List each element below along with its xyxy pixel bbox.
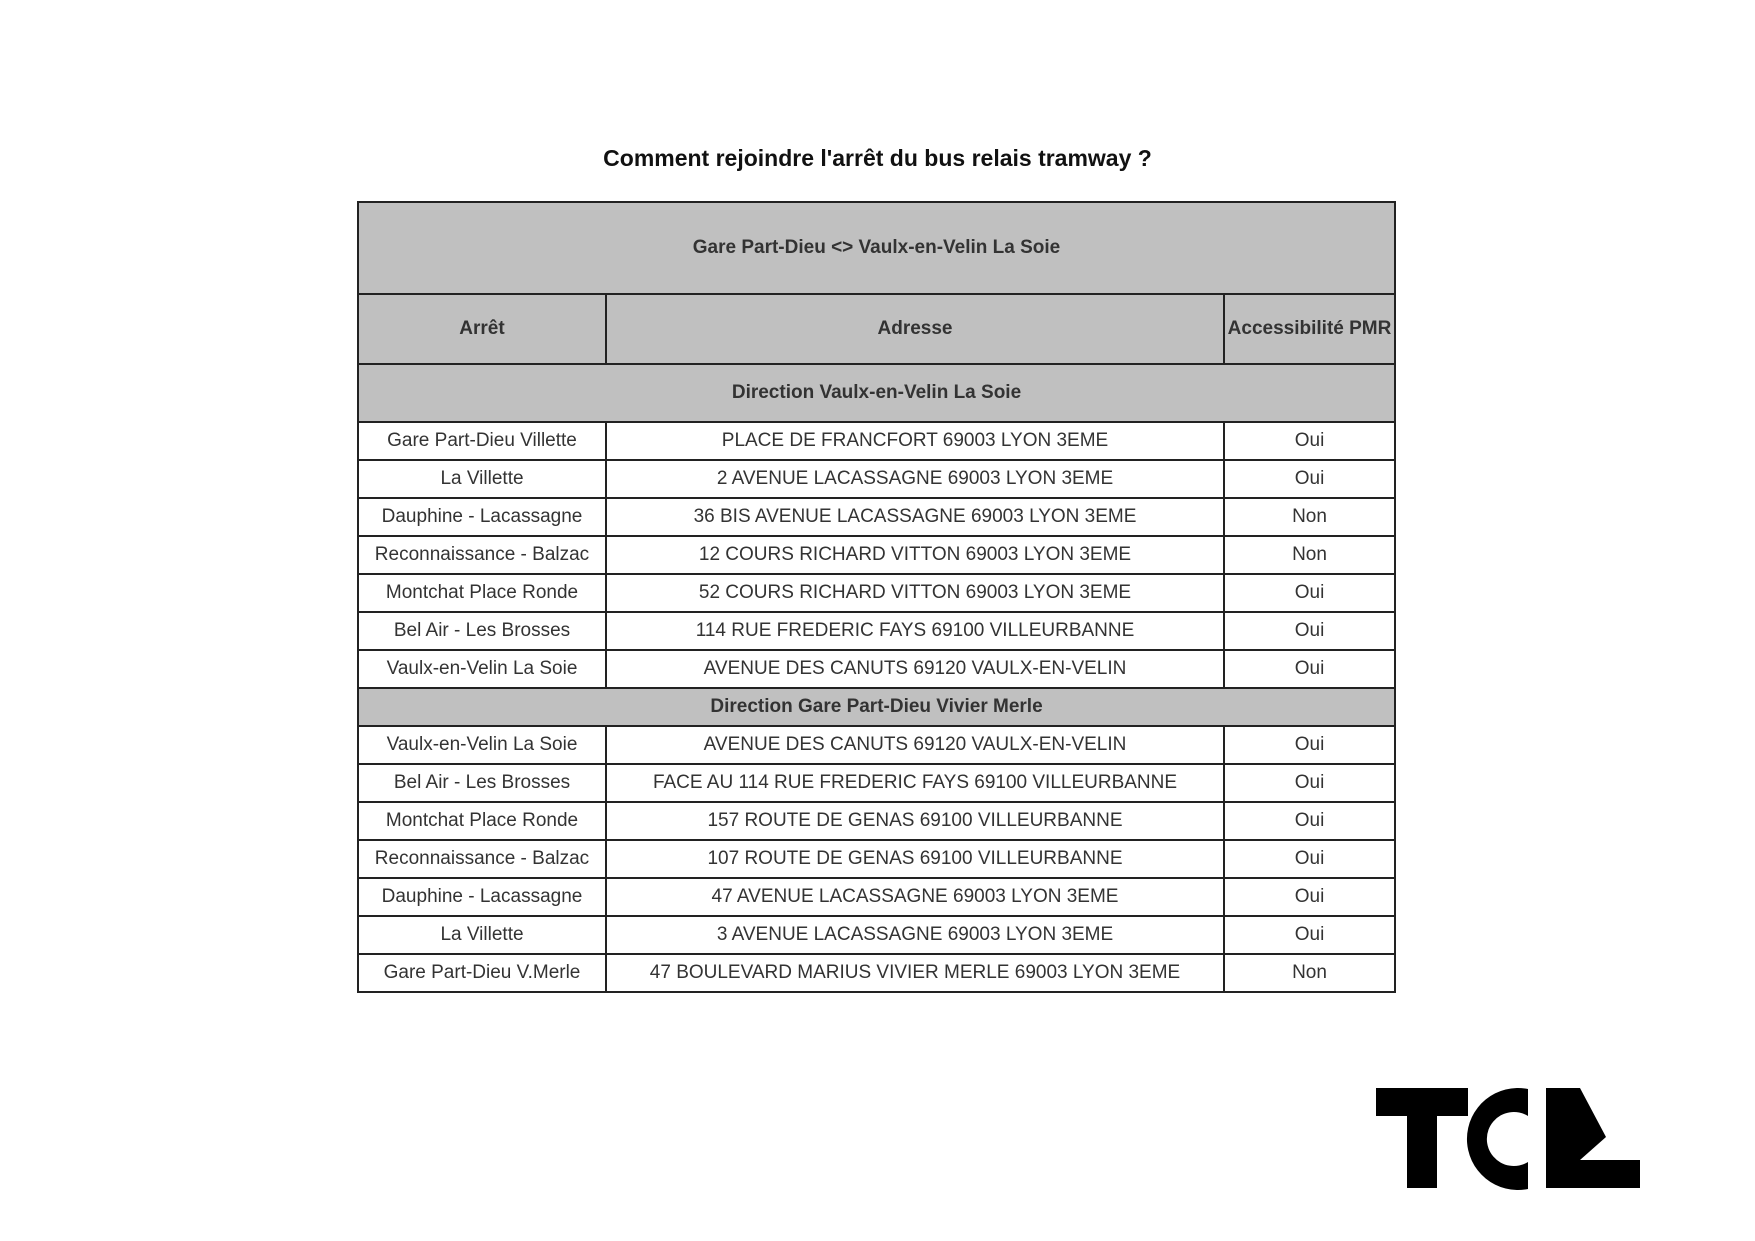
address-cell: 36 BIS AVENUE LACASSAGNE 69003 LYON 3EME xyxy=(606,498,1224,536)
table-row xyxy=(358,764,1395,802)
address-cell: AVENUE DES CANUTS 69120 VAULX-EN-VELIN xyxy=(606,650,1224,688)
tcl-logo xyxy=(1376,1085,1640,1192)
table-row xyxy=(358,612,1395,650)
address-cell: 2 AVENUE LACASSAGNE 69003 LYON 3EME xyxy=(606,460,1224,498)
page-title: Comment rejoindre l'arrêt du bus relais tramway ? xyxy=(603,145,1152,171)
table-row xyxy=(358,878,1395,916)
stop-name-cell: Gare Part-Dieu V.Merle xyxy=(358,954,606,992)
accessibility-cell: Non xyxy=(1224,498,1395,536)
accessibility-cell: Oui xyxy=(1224,574,1395,612)
accessibility-cell: Oui xyxy=(1224,802,1395,840)
direction-row xyxy=(358,364,1395,422)
tcl-logo-mark xyxy=(1376,1088,1640,1190)
line-name-header: Gare Part-Dieu <> Vaulx-en-Velin La Soie xyxy=(358,202,1395,294)
table-row xyxy=(358,726,1395,764)
accessibility-cell: Oui xyxy=(1224,650,1395,688)
accessibility-cell: Oui xyxy=(1224,422,1395,460)
address-cell: AVENUE DES CANUTS 69120 VAULX-EN-VELIN xyxy=(606,726,1224,764)
column-header-accessibility: Accessibilité PMR xyxy=(1224,294,1395,364)
stop-name-cell: La Villette xyxy=(358,460,606,498)
accessibility-cell: Oui xyxy=(1224,460,1395,498)
table-row xyxy=(358,460,1395,498)
table-row xyxy=(358,574,1395,612)
table-row xyxy=(358,802,1395,840)
address-cell: 47 BOULEVARD MARIUS VIVIER MERLE 69003 LYON 3EME xyxy=(606,954,1224,992)
table-row xyxy=(358,422,1395,460)
address-cell: 3 AVENUE LACASSAGNE 69003 LYON 3EME xyxy=(606,916,1224,954)
address-cell: 107 ROUTE DE GENAS 69100 VILLEURBANNE xyxy=(606,840,1224,878)
address-cell: 114 RUE FREDERIC FAYS 69100 VILLEURBANNE xyxy=(606,612,1224,650)
table-row xyxy=(358,650,1395,688)
stop-name-cell: Montchat Place Ronde xyxy=(358,802,606,840)
direction-header: Direction Vaulx-en-Velin La Soie xyxy=(358,364,1395,422)
address-cell: 12 COURS RICHARD VITTON 69003 LYON 3EME xyxy=(606,536,1224,574)
table-row xyxy=(358,498,1395,536)
accessibility-cell: Non xyxy=(1224,536,1395,574)
column-header-address: Adresse xyxy=(606,294,1224,364)
stop-name-cell: Gare Part-Dieu Villette xyxy=(358,422,606,460)
stop-name-cell: Vaulx-en-Velin La Soie xyxy=(358,650,606,688)
stop-name-cell: La Villette xyxy=(358,916,606,954)
accessibility-cell: Oui xyxy=(1224,840,1395,878)
column-header-stop: Arrêt xyxy=(358,294,606,364)
accessibility-cell: Oui xyxy=(1224,878,1395,916)
table-row xyxy=(358,536,1395,574)
accessibility-cell: Oui xyxy=(1224,612,1395,650)
stop-name-cell: Reconnaissance - Balzac xyxy=(358,840,606,878)
direction-header: Direction Gare Part-Dieu Vivier Merle xyxy=(358,688,1395,726)
address-cell: PLACE DE FRANCFORT 69003 LYON 3EME xyxy=(606,422,1224,460)
table-row xyxy=(358,954,1395,992)
table-row xyxy=(358,916,1395,954)
accessibility-cell: Non xyxy=(1224,954,1395,992)
stop-name-cell: Dauphine - Lacassagne xyxy=(358,878,606,916)
accessibility-cell: Oui xyxy=(1224,726,1395,764)
stop-name-cell: Reconnaissance - Balzac xyxy=(358,536,606,574)
table-row xyxy=(358,840,1395,878)
stop-name-cell: Bel Air - Les Brosses xyxy=(358,612,606,650)
accessibility-cell: Oui xyxy=(1224,764,1395,802)
direction-row xyxy=(358,688,1395,726)
address-cell: 157 ROUTE DE GENAS 69100 VILLEURBANNE xyxy=(606,802,1224,840)
address-cell: 47 AVENUE LACASSAGNE 69003 LYON 3EME xyxy=(606,878,1224,916)
stop-name-cell: Dauphine - Lacassagne xyxy=(358,498,606,536)
stop-name-cell: Vaulx-en-Velin La Soie xyxy=(358,726,606,764)
stop-name-cell: Montchat Place Ronde xyxy=(358,574,606,612)
stops-table xyxy=(357,201,1396,993)
address-cell: FACE AU 114 RUE FREDERIC FAYS 69100 VILLEURBANNE xyxy=(606,764,1224,802)
stop-name-cell: Bel Air - Les Brosses xyxy=(358,764,606,802)
accessibility-cell: Oui xyxy=(1224,916,1395,954)
address-cell: 52 COURS RICHARD VITTON 69003 LYON 3EME xyxy=(606,574,1224,612)
